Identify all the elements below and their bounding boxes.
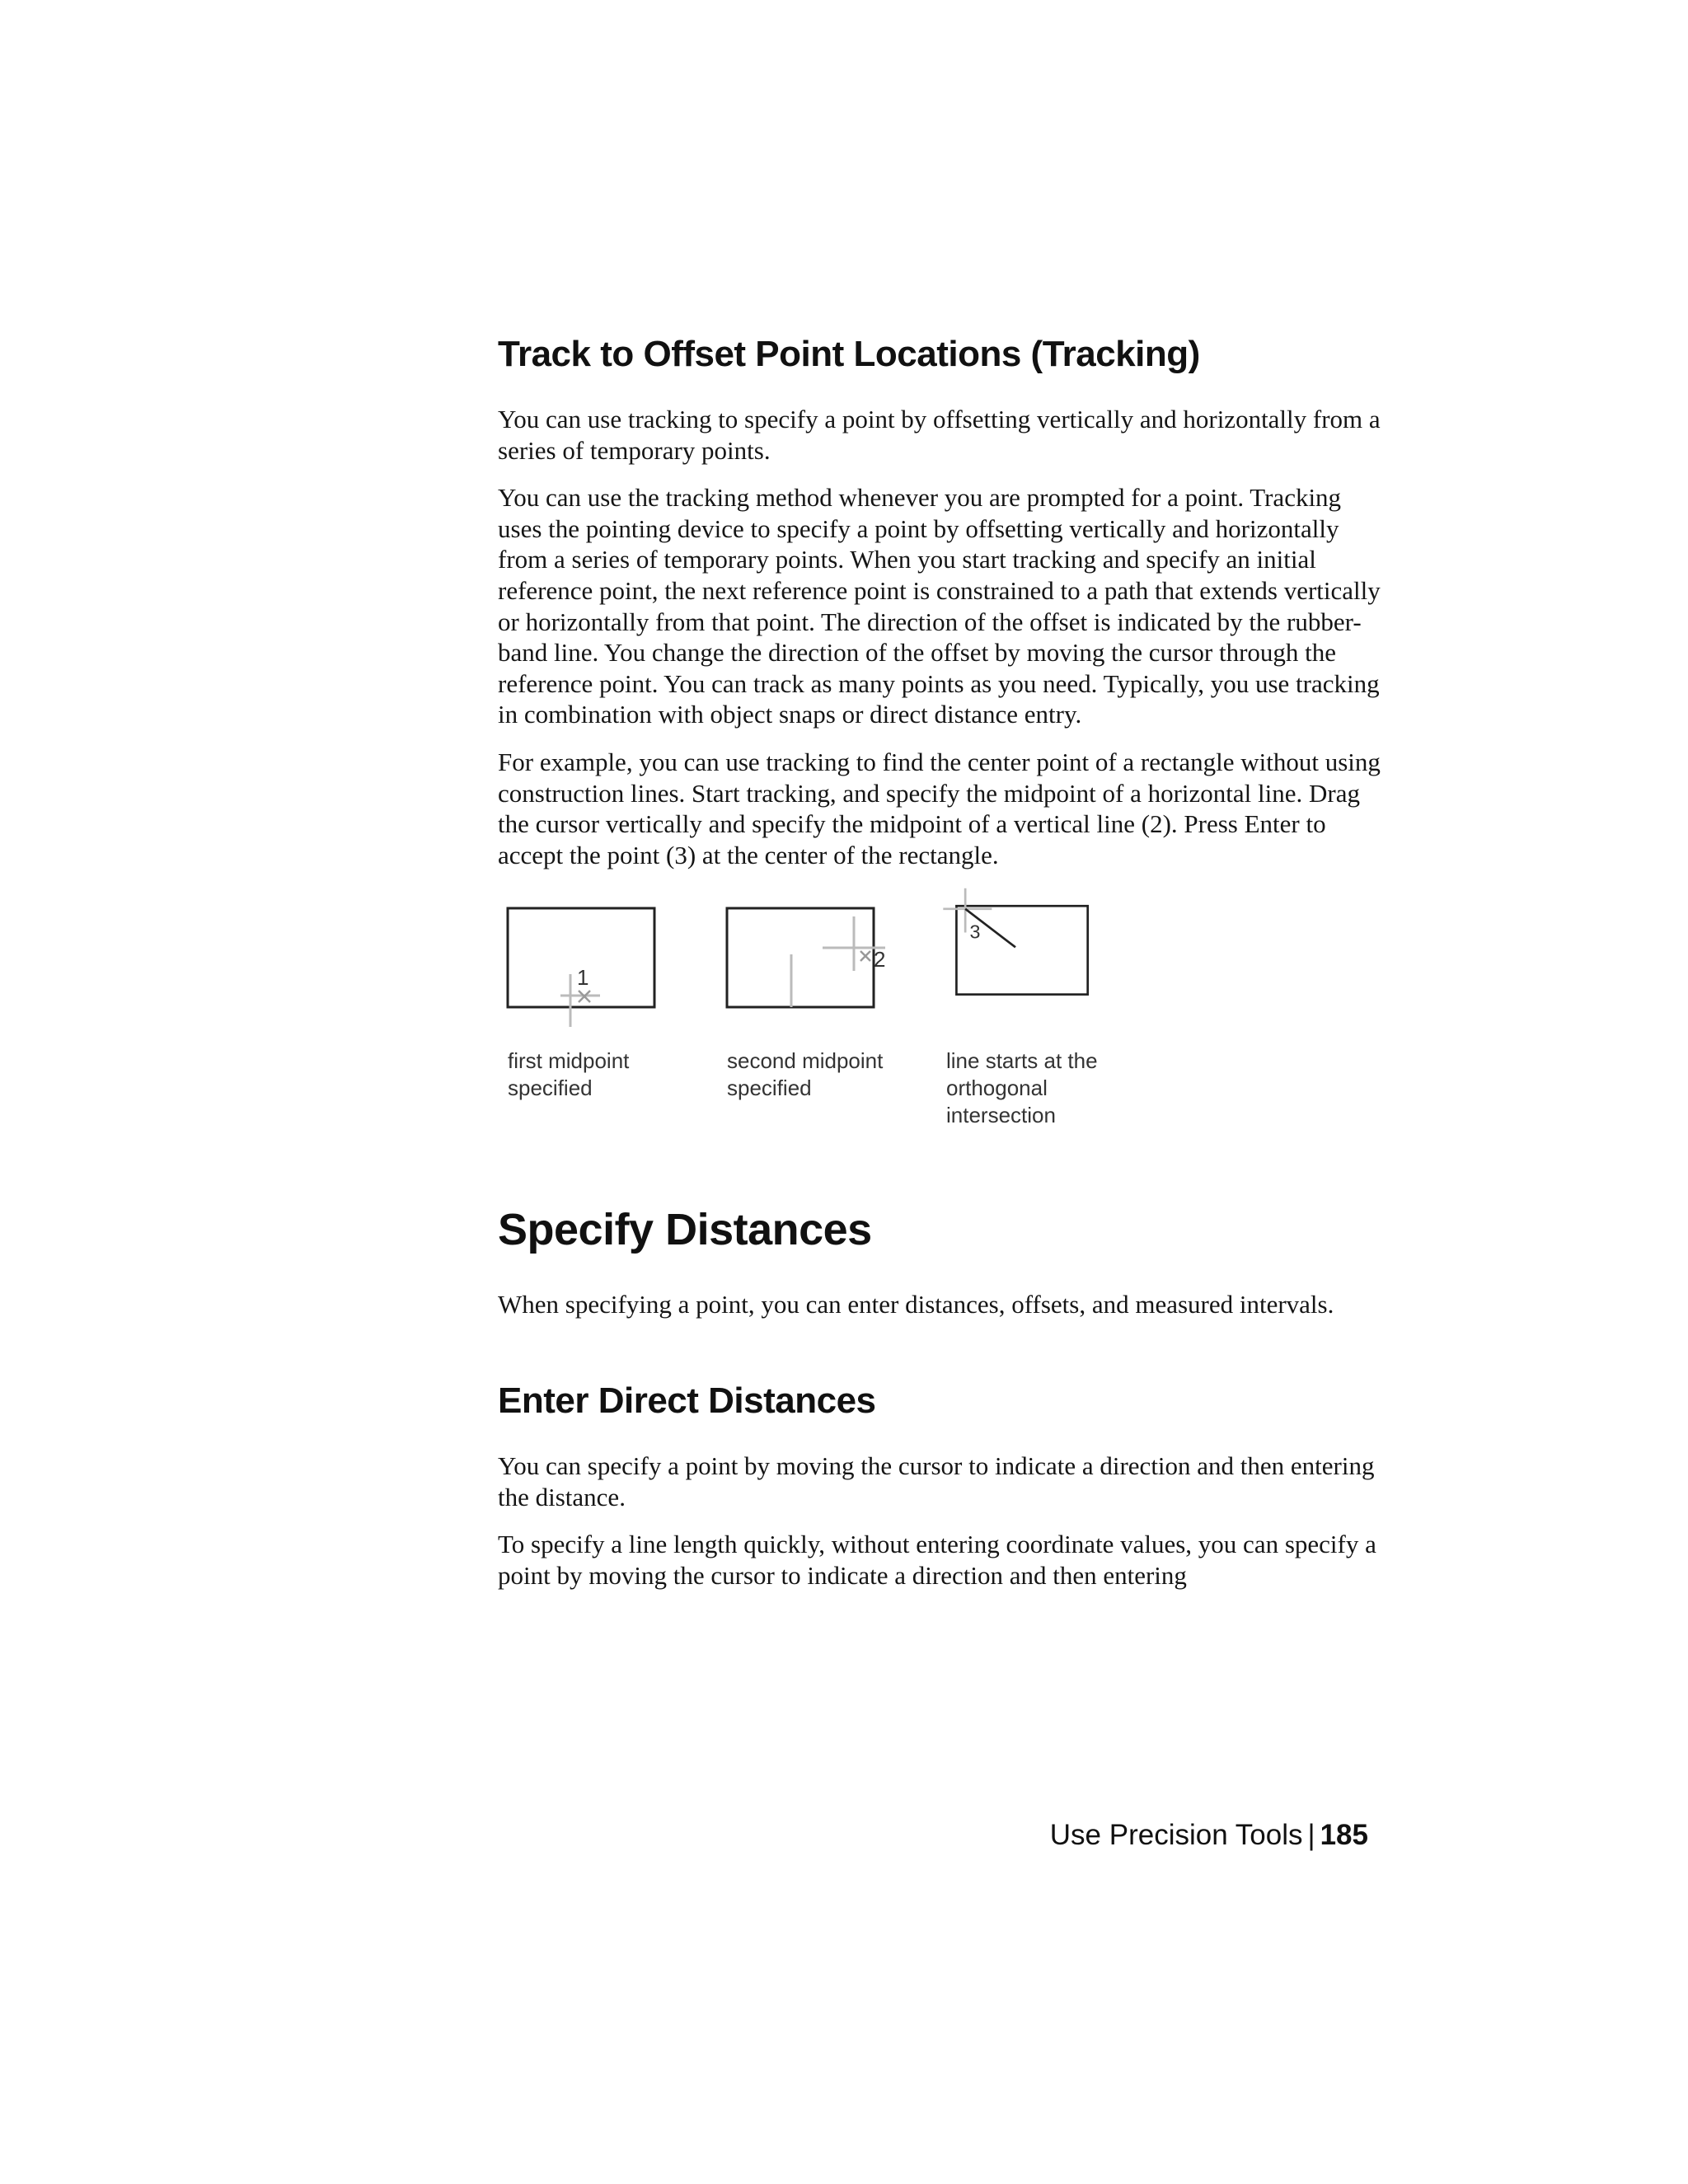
first-midpoint-diagram xyxy=(498,903,712,1043)
specify-distances-intro: When specifying a point, you can enter distances, offsets, and measured intervals. xyxy=(498,1290,1334,1319)
tracking-intro: You can use tracking to specify a point by offsetting vertically and horizontally from a series of temporary points. xyxy=(498,405,1381,465)
enter-direct-intro: You can specify a point by moving the cursor to indicate a direction and then entering the distance. xyxy=(498,1451,1375,1511)
figure-panel-orthogonal-intersection xyxy=(936,903,1151,1126)
footer-separator: | xyxy=(1307,1819,1315,1851)
figure-panel-first-midpoint xyxy=(498,903,712,1126)
tracking-paragraph-2: For example, you can use tracking to find the center point of a rectangle without using construction lines. Start tracking, and specify the midpoint of a horizontal line. Drag the cursor vertically and specify the midpoint of a vertical line (2). Press Enter to accept the point (3) at the center of the rectangle. xyxy=(498,747,1381,869)
caption-second-midpoint: second midpoint specified xyxy=(727,1048,884,1101)
tracking-paragraph-1: You can use the tracking method whenever you are prompted for a point. Tracking uses the pointing device to specify a point by offsetting vertically and horizontally from a series of temporary points. When you start tracking and specify an initial reference point, the next reference point is constrained to a path that extends vertically or horizontally from that point. The direction of the offset is indicated by the rubber-band line. You change the direction of the offset by moving the cursor through the reference point. You can track as many points as you need. Typically, you use tracking in combination with object snaps or direct distance entry. xyxy=(498,483,1381,729)
enter-direct-paragraph-1: To specify a line length quickly, without entering coordinate values, you can specify a point by moving the cursor to indicate a direction and then entering xyxy=(498,1530,1376,1590)
caption-orthogonal-intersection: line starts at the orthogonal intersection xyxy=(946,1048,1098,1128)
tracking-figure xyxy=(498,903,1404,1151)
marker-1: 1 xyxy=(577,965,589,991)
second-midpoint-diagram xyxy=(717,903,931,1043)
page-content xyxy=(498,330,1388,1591)
section-title-tracking: Track to Offset Point Locations (Tracking) xyxy=(498,334,1200,374)
caption-first-midpoint: first midpoint specified xyxy=(508,1048,630,1101)
section-title-specify-distances: Specify Distances xyxy=(498,1205,872,1255)
section-title-enter-direct-distances: Enter Direct Distances xyxy=(498,1380,876,1421)
orthogonal-intersection-diagram xyxy=(936,887,1151,1027)
marker-3: 3 xyxy=(969,921,981,943)
figure-panel-second-midpoint xyxy=(717,903,931,1126)
footer-chapter: Use Precision Tools xyxy=(1049,1819,1303,1851)
marker-2: 2 xyxy=(874,947,886,972)
page-number: 185 xyxy=(1320,1819,1368,1851)
page-footer xyxy=(973,1816,1368,1855)
